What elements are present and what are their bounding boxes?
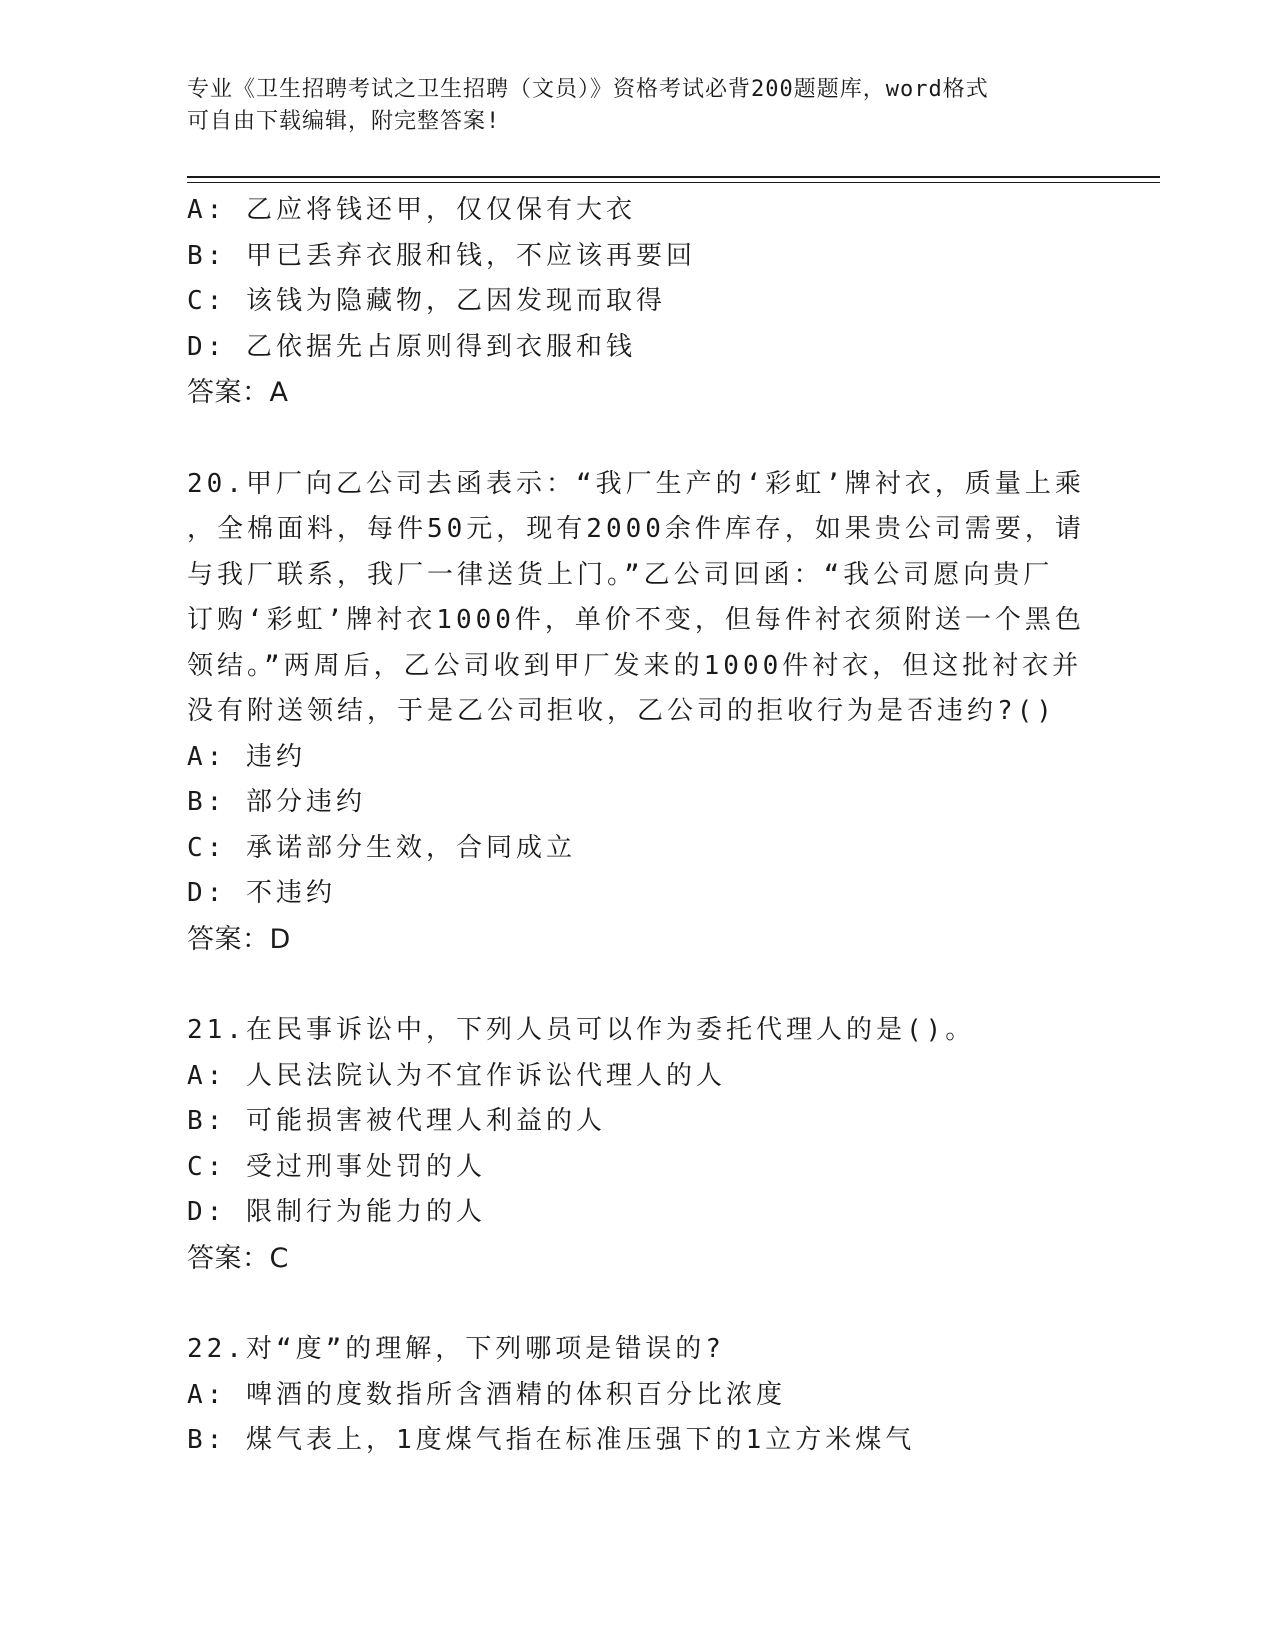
question-text-line: ，全棉面料，每件50元，现有2000余件库存，如果贵公司需要，请 bbox=[187, 514, 1085, 544]
question-text-line: 没有附送领结，于是乙公司拒收，乙公司的拒收行为是否违约?() bbox=[187, 696, 1056, 726]
header-divider-thick bbox=[187, 176, 1160, 178]
option-c: C: 承诺部分生效，合同成立 bbox=[187, 832, 576, 863]
option-d: D: 乙依据先占原则得到衣服和钱 bbox=[187, 331, 636, 362]
question-text-line: 20.甲厂向乙公司去函表示：“我厂生产的‘彩虹’牌衬衣，质量上乘 bbox=[187, 468, 1085, 499]
option-c: C: 该钱为隐藏物，乙因发现而取得 bbox=[187, 286, 666, 316]
option-a: A: 人民法院认为不宜作诉讼代理人的人 bbox=[187, 1060, 726, 1091]
answer-line: 答案：A bbox=[187, 377, 289, 408]
header-divider-thin bbox=[187, 182, 1160, 183]
option-a: A: 啤酒的度数指所含酒精的体积百分比浓度 bbox=[187, 1379, 786, 1410]
question-22-block bbox=[187, 1327, 1087, 1464]
question-21-block bbox=[187, 1008, 1087, 1281]
option-b: B: 部分违约 bbox=[187, 787, 366, 817]
document-header bbox=[187, 74, 1067, 138]
option-b: B: 甲已丢弃衣服和钱，不应该再要回 bbox=[187, 240, 696, 271]
option-b: B: 可能损害被代理人利益的人 bbox=[187, 1106, 606, 1136]
header-line-1: 专业《卫生招聘考试之卫生招聘（文员）》资格考试必背200题题库，word格式 bbox=[187, 77, 989, 102]
option-b: B: 煤气表上，1度煤气指在标准压强下的1立方米煤气 bbox=[187, 1425, 916, 1455]
answer-line: 答案：C bbox=[187, 1242, 289, 1274]
question-20-block bbox=[187, 462, 1087, 963]
spacer bbox=[187, 1281, 1087, 1327]
question-text-line: 21.在民事诉讼中，下列人员可以作为委托代理人的是()。 bbox=[187, 1015, 976, 1045]
spacer bbox=[187, 962, 1087, 1008]
option-d: D: 不违约 bbox=[187, 878, 336, 908]
question-text-line: 与我厂联系，我厂一律送货上门。”乙公司回函：“我公司愿向贵厂 bbox=[187, 559, 1054, 590]
question-text-line: 22.对“度”的理解，下列哪项是错误的? bbox=[187, 1334, 725, 1364]
spacer bbox=[187, 416, 1087, 462]
document-body bbox=[187, 188, 1087, 1464]
question-19-block bbox=[187, 188, 1087, 416]
question-text-line: 订购‘彩虹’牌衬衣1000件，单价不变，但每件衬衣须附送一个黑色 bbox=[187, 605, 1085, 635]
option-a: A: 违约 bbox=[187, 741, 306, 772]
answer-line: 答案：D bbox=[187, 923, 291, 955]
header-line-2: 可自由下载编辑，附完整答案! bbox=[187, 109, 501, 134]
option-c: C: 受过刑事处罚的人 bbox=[187, 1151, 486, 1182]
option-a: A: 乙应将钱还甲，仅仅保有大衣 bbox=[187, 195, 636, 225]
question-text-line: 领结。”两周后，乙公司收到甲厂发来的1000件衬衣，但这批衬衣并 bbox=[187, 650, 1083, 681]
option-d: D: 限制行为能力的人 bbox=[187, 1197, 486, 1227]
